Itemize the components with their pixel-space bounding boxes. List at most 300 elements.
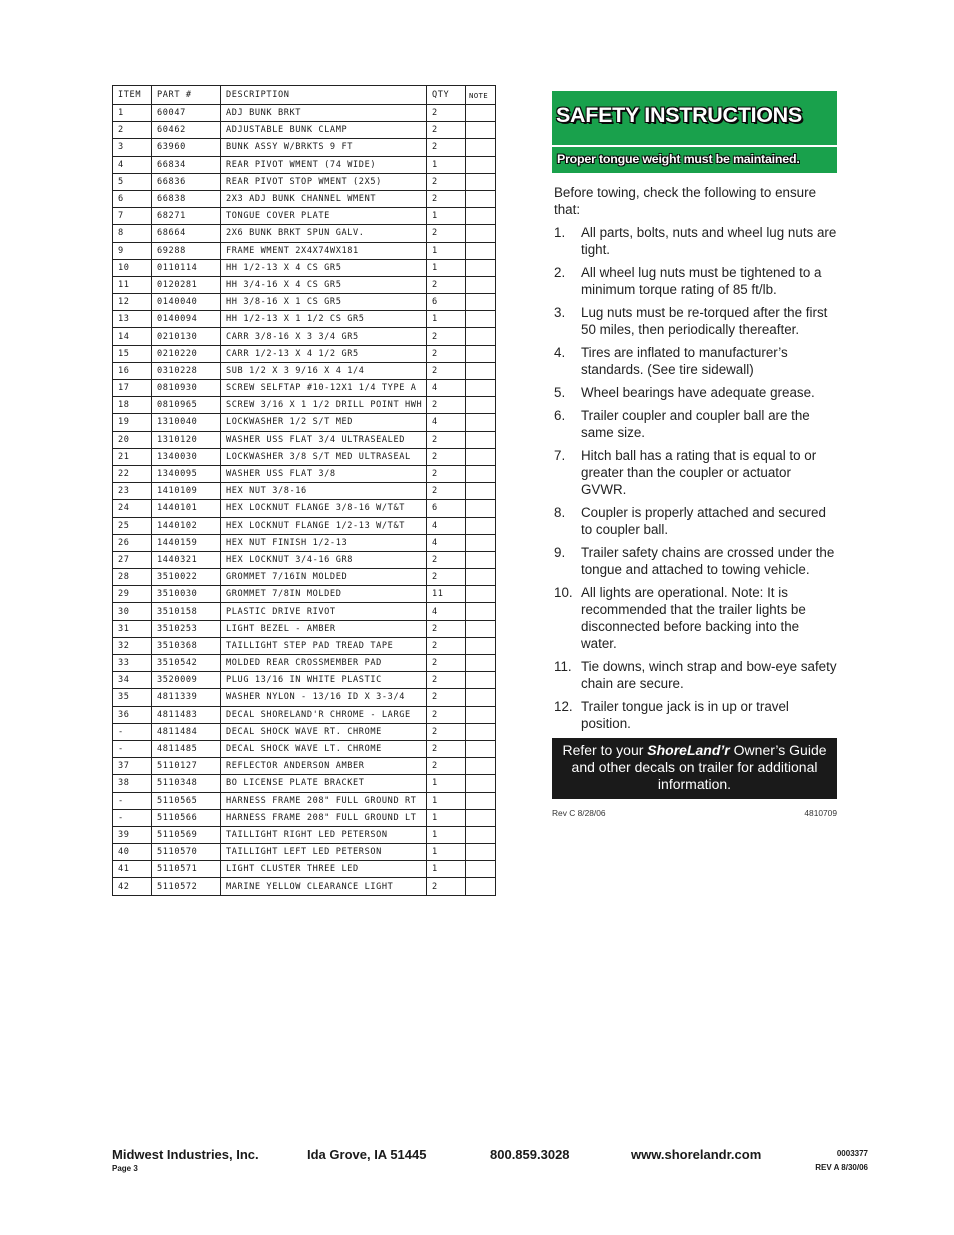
- item-cell: 7: [113, 208, 152, 225]
- list-item-text: Trailer coupler and coupler ball are the same size.: [581, 408, 810, 440]
- part-number-cell: 68271: [152, 208, 221, 225]
- table-row: [113, 156, 496, 173]
- item-cell: 3: [113, 139, 152, 156]
- part-number-cell: 1440159: [152, 534, 221, 551]
- description-cell: HH 1/2-13 X 4 CS GR5: [221, 259, 427, 276]
- note-cell: [466, 792, 496, 809]
- note-cell: [466, 534, 496, 551]
- description-cell: DECAL SHORELAND'R CHROME - LARGE: [221, 706, 427, 723]
- item-cell: 28: [113, 569, 152, 586]
- list-item-text: Hitch ball has a rating that is equal to or greater than the coupler or actuator GVWR.: [581, 448, 817, 497]
- item-cell: 20: [113, 431, 152, 448]
- description-cell: LIGHT BEZEL - AMBER: [221, 620, 427, 637]
- qty-cell: 2: [427, 740, 466, 757]
- note-cell: [466, 294, 496, 311]
- note-cell: [466, 122, 496, 139]
- table-row: [113, 672, 496, 689]
- description-cell: GROMMET 7/8IN MOLDED: [221, 586, 427, 603]
- note-cell: [466, 190, 496, 207]
- qty-cell: 2: [427, 465, 466, 482]
- item-cell: 11: [113, 276, 152, 293]
- part-number-cell: 3510542: [152, 655, 221, 672]
- footer-city: Ida Grove, IA 51445: [307, 1147, 427, 1162]
- qty-cell: 4: [427, 517, 466, 534]
- item-cell: -: [113, 723, 152, 740]
- description-cell: HEX LOCKNUT FLANGE 3/8-16 W/T&T: [221, 500, 427, 517]
- description-cell: HEX LOCKNUT FLANGE 1/2-13 W/T&T: [221, 517, 427, 534]
- description-cell: LOCKWASHER 3/8 S/T MED ULTRASEAL: [221, 448, 427, 465]
- part-number-cell: 60462: [152, 122, 221, 139]
- part-number-cell: 60047: [152, 105, 221, 122]
- table-row: [113, 190, 496, 207]
- item-cell: 30: [113, 603, 152, 620]
- part-number-cell: 1340030: [152, 448, 221, 465]
- description-cell: WASHER NYLON - 13/16 ID X 3-3/4: [221, 689, 427, 706]
- description-cell: WASHER USS FLAT 3/4 ULTRASEALED: [221, 431, 427, 448]
- description-cell: WASHER USS FLAT 3/8: [221, 465, 427, 482]
- qty-cell: 1: [427, 826, 466, 843]
- table-row: [113, 706, 496, 723]
- table-row: [113, 105, 496, 122]
- part-number-cell: 0810930: [152, 380, 221, 397]
- qty-cell: 2: [427, 758, 466, 775]
- list-item-number: 3.: [554, 305, 566, 320]
- list-item-number: 2.: [554, 265, 566, 280]
- table-row: [113, 775, 496, 792]
- table-row: [113, 534, 496, 551]
- description-cell: LOCKWASHER 1/2 S/T MED: [221, 414, 427, 431]
- footer-phone: 800.859.3028: [490, 1147, 570, 1162]
- safety-checklist: [552, 224, 837, 732]
- table-row: [113, 878, 496, 895]
- qty-cell: 2: [427, 878, 466, 895]
- part-number-cell: 4811484: [152, 723, 221, 740]
- table-row: [113, 689, 496, 706]
- description-cell: TONGUE COVER PLATE: [221, 208, 427, 225]
- part-number-cell: 5110566: [152, 809, 221, 826]
- table-row: [113, 483, 496, 500]
- table-row: [113, 826, 496, 843]
- list-item: [552, 698, 837, 732]
- revision-row: [552, 808, 837, 820]
- note-cell: [466, 208, 496, 225]
- qty-cell: 1: [427, 844, 466, 861]
- part-number-cell: 3510368: [152, 637, 221, 654]
- description-cell: PLASTIC DRIVE RIVOT: [221, 603, 427, 620]
- col-header-note: NOTE: [466, 86, 496, 105]
- list-item-number: 11.: [554, 659, 572, 674]
- note-cell: [466, 740, 496, 757]
- qty-cell: 2: [427, 569, 466, 586]
- item-cell: 9: [113, 242, 152, 259]
- list-item-text: Lug nuts must be re-torqued after the first 50 miles, then periodically thereafter.: [581, 305, 828, 337]
- part-number-cell: 5110127: [152, 758, 221, 775]
- qty-cell: 1: [427, 311, 466, 328]
- list-item-text: Tie downs, winch strap and bow-eye safety chain are secure.: [581, 659, 837, 691]
- list-item-number: 6.: [554, 408, 566, 423]
- item-cell: 23: [113, 483, 152, 500]
- part-number-cell: 1440101: [152, 500, 221, 517]
- note-cell: [466, 500, 496, 517]
- parts-table-header: [113, 86, 496, 105]
- item-cell: 36: [113, 706, 152, 723]
- list-item-number: 7.: [554, 448, 566, 463]
- qty-cell: 2: [427, 139, 466, 156]
- part-number-cell: 5110348: [152, 775, 221, 792]
- list-item-number: 9.: [554, 545, 566, 560]
- table-row: [113, 139, 496, 156]
- part-number-cell: 1310040: [152, 414, 221, 431]
- list-item: [552, 407, 837, 441]
- item-cell: 19: [113, 414, 152, 431]
- description-cell: TAILLIGHT STEP PAD TREAD TAPE: [221, 637, 427, 654]
- list-item-number: 10.: [554, 585, 573, 600]
- part-number-cell: 66838: [152, 190, 221, 207]
- list-item-number: 5.: [554, 385, 566, 400]
- note-cell: [466, 655, 496, 672]
- qty-cell: 1: [427, 259, 466, 276]
- refer-brand: ShoreLand’r: [647, 742, 730, 758]
- note-cell: [466, 414, 496, 431]
- item-cell: 31: [113, 620, 152, 637]
- description-cell: DECAL SHOCK WAVE RT. CHROME: [221, 723, 427, 740]
- description-cell: HEX NUT 3/8-16: [221, 483, 427, 500]
- description-cell: HH 3/4-16 X 4 CS GR5: [221, 276, 427, 293]
- table-row: [113, 740, 496, 757]
- part-number-cell: 1440321: [152, 551, 221, 568]
- note-cell: [466, 362, 496, 379]
- list-item: [552, 304, 837, 338]
- qty-cell: 1: [427, 156, 466, 173]
- list-item-text: Tires are inflated to manufacturer’s standards. (See tire sidewall): [581, 345, 788, 377]
- description-cell: SUB 1/2 X 3 9/16 X 4 1/4: [221, 362, 427, 379]
- qty-cell: 11: [427, 586, 466, 603]
- note-cell: [466, 276, 496, 293]
- list-item: [552, 224, 837, 258]
- table-row: [113, 380, 496, 397]
- description-cell: CARR 1/2-13 X 4 1/2 GR5: [221, 345, 427, 362]
- description-cell: SCREW 3/16 X 1 1/2 DRILL POINT HWH: [221, 397, 427, 414]
- list-item: [552, 584, 837, 652]
- description-cell: MARINE YELLOW CLEARANCE LIGHT: [221, 878, 427, 895]
- refer-box: [552, 738, 837, 799]
- table-row: [113, 620, 496, 637]
- table-row: [113, 259, 496, 276]
- part-number-cell: 3510158: [152, 603, 221, 620]
- description-cell: HH 3/8-16 X 1 CS GR5: [221, 294, 427, 311]
- description-cell: SCREW SELFTAP #10-12X1 1/4 TYPE A: [221, 380, 427, 397]
- safety-header: [552, 91, 837, 145]
- table-row: [113, 122, 496, 139]
- part-number-cell: 5110569: [152, 826, 221, 843]
- table-row: [113, 448, 496, 465]
- item-cell: 32: [113, 637, 152, 654]
- note-cell: [466, 517, 496, 534]
- note-cell: [466, 826, 496, 843]
- list-item: [552, 384, 837, 401]
- qty-cell: 2: [427, 105, 466, 122]
- table-row: [113, 758, 496, 775]
- table-row: [113, 637, 496, 654]
- col-header-item: ITEM: [113, 86, 152, 105]
- note-cell: [466, 397, 496, 414]
- safety-doc-number: 4810709: [804, 808, 837, 818]
- part-number-cell: 1410109: [152, 483, 221, 500]
- part-number-cell: 1440102: [152, 517, 221, 534]
- footer-revision: REV A 8/30/06: [815, 1163, 868, 1172]
- item-cell: 29: [113, 586, 152, 603]
- table-row: [113, 517, 496, 534]
- table-row: [113, 655, 496, 672]
- description-cell: TAILLIGHT LEFT LED PETERSON: [221, 844, 427, 861]
- parts-table: [112, 85, 496, 896]
- item-cell: -: [113, 809, 152, 826]
- item-cell: 2: [113, 122, 152, 139]
- item-cell: 26: [113, 534, 152, 551]
- note-cell: [466, 242, 496, 259]
- description-cell: FRAME WMENT 2X4X74WX181: [221, 242, 427, 259]
- note-cell: [466, 809, 496, 826]
- table-row: [113, 792, 496, 809]
- item-cell: 33: [113, 655, 152, 672]
- list-item-text: All parts, bolts, nuts and wheel lug nuts are tight.: [581, 225, 837, 257]
- description-cell: BUNK ASSY W/BRKTS 9 FT: [221, 139, 427, 156]
- safety-intro: Before towing, check the following to ensure that:: [554, 185, 817, 217]
- note-cell: [466, 551, 496, 568]
- list-item-number: 12.: [554, 699, 573, 714]
- qty-cell: 2: [427, 345, 466, 362]
- description-cell: HARNESS FRAME 208" FULL GROUND LT: [221, 809, 427, 826]
- table-row: [113, 465, 496, 482]
- part-number-cell: 69288: [152, 242, 221, 259]
- list-item: [552, 344, 837, 378]
- part-number-cell: 5110572: [152, 878, 221, 895]
- qty-cell: 1: [427, 809, 466, 826]
- part-number-cell: 4811485: [152, 740, 221, 757]
- item-cell: 16: [113, 362, 152, 379]
- qty-cell: 1: [427, 775, 466, 792]
- note-cell: [466, 225, 496, 242]
- part-number-cell: 4811483: [152, 706, 221, 723]
- list-item: [552, 264, 837, 298]
- note-cell: [466, 689, 496, 706]
- item-cell: 1: [113, 105, 152, 122]
- note-cell: [466, 448, 496, 465]
- table-row: [113, 414, 496, 431]
- description-cell: ADJ BUNK BRKT: [221, 105, 427, 122]
- list-item-text: All lights are operational. Note: It is recommended that the trailer lights be disconnected before backing into the water.: [581, 585, 806, 651]
- note-cell: [466, 861, 496, 878]
- qty-cell: 2: [427, 190, 466, 207]
- safety-subtitle: Proper tongue weight must be maintained.: [557, 152, 800, 166]
- qty-cell: 2: [427, 328, 466, 345]
- list-item-text: Trailer tongue jack is in up or travel position.: [581, 699, 789, 731]
- qty-cell: 2: [427, 448, 466, 465]
- qty-cell: 6: [427, 294, 466, 311]
- part-number-cell: 1340095: [152, 465, 221, 482]
- table-row: [113, 586, 496, 603]
- qty-cell: 2: [427, 397, 466, 414]
- qty-cell: 2: [427, 362, 466, 379]
- part-number-cell: 1310120: [152, 431, 221, 448]
- footer-company: Midwest Industries, Inc.: [112, 1147, 259, 1162]
- note-cell: [466, 758, 496, 775]
- list-item-text: All wheel lug nuts must be tightened to a minimum torque rating of 85 ft/lb.: [581, 265, 822, 297]
- part-number-cell: 66836: [152, 173, 221, 190]
- qty-cell: 1: [427, 792, 466, 809]
- qty-cell: 2: [427, 655, 466, 672]
- safety-title: SAFETY INSTRUCTIONS: [556, 103, 802, 127]
- item-cell: 24: [113, 500, 152, 517]
- part-number-cell: 0310228: [152, 362, 221, 379]
- item-cell: 42: [113, 878, 152, 895]
- qty-cell: 1: [427, 861, 466, 878]
- qty-cell: 2: [427, 723, 466, 740]
- qty-cell: 2: [427, 672, 466, 689]
- part-number-cell: 0120281: [152, 276, 221, 293]
- table-row: [113, 861, 496, 878]
- qty-cell: 2: [427, 689, 466, 706]
- note-cell: [466, 637, 496, 654]
- item-cell: 4: [113, 156, 152, 173]
- list-item: [552, 544, 837, 578]
- qty-cell: 4: [427, 380, 466, 397]
- item-cell: 21: [113, 448, 152, 465]
- col-header-qty: QTY: [427, 86, 466, 105]
- table-row: [113, 225, 496, 242]
- part-number-cell: 0110114: [152, 259, 221, 276]
- part-number-cell: 3510022: [152, 569, 221, 586]
- description-cell: HEX LOCKNUT 3/4-16 GR8: [221, 551, 427, 568]
- part-number-cell: 3510030: [152, 586, 221, 603]
- item-cell: 5: [113, 173, 152, 190]
- note-cell: [466, 775, 496, 792]
- list-item-number: 4.: [554, 345, 566, 360]
- qty-cell: 4: [427, 414, 466, 431]
- note-cell: [466, 431, 496, 448]
- item-cell: 14: [113, 328, 152, 345]
- item-cell: 22: [113, 465, 152, 482]
- part-number-cell: 5110570: [152, 844, 221, 861]
- list-item-text: Coupler is properly attached and secured to coupler ball.: [581, 505, 826, 537]
- note-cell: [466, 844, 496, 861]
- note-cell: [466, 345, 496, 362]
- qty-cell: 2: [427, 706, 466, 723]
- qty-cell: 2: [427, 173, 466, 190]
- qty-cell: 2: [427, 551, 466, 568]
- description-cell: ADJUSTABLE BUNK CLAMP: [221, 122, 427, 139]
- description-cell: HEX NUT FINISH 1/2-13: [221, 534, 427, 551]
- safety-revision: Rev C 8/28/06: [552, 808, 606, 818]
- qty-cell: 6: [427, 500, 466, 517]
- part-number-cell: 0210130: [152, 328, 221, 345]
- table-row: [113, 345, 496, 362]
- table-row: [113, 809, 496, 826]
- item-cell: -: [113, 792, 152, 809]
- item-cell: 18: [113, 397, 152, 414]
- part-number-cell: 4811339: [152, 689, 221, 706]
- item-cell: -: [113, 740, 152, 757]
- description-cell: MOLDED REAR CROSSMEMBER PAD: [221, 655, 427, 672]
- refer-suffix: Owner’s Guide and other decals on trailer for additional information.: [571, 742, 827, 792]
- part-number-cell: 0210220: [152, 345, 221, 362]
- item-cell: 40: [113, 844, 152, 861]
- description-cell: 2X3 ADJ BUNK CHANNEL WMENT: [221, 190, 427, 207]
- safety-panel: [552, 91, 837, 820]
- note-cell: [466, 173, 496, 190]
- description-cell: HARNESS FRAME 208" FULL GROUND RT: [221, 792, 427, 809]
- col-header-description: DESCRIPTION: [221, 86, 427, 105]
- table-row: [113, 276, 496, 293]
- list-item-number: 8.: [554, 505, 566, 520]
- note-cell: [466, 380, 496, 397]
- table-row: [113, 431, 496, 448]
- table-row: [113, 311, 496, 328]
- table-row: [113, 208, 496, 225]
- note-cell: [466, 156, 496, 173]
- description-cell: PLUG 13/16 IN WHITE PLASTIC: [221, 672, 427, 689]
- part-number-cell: 68664: [152, 225, 221, 242]
- part-number-cell: 3510253: [152, 620, 221, 637]
- description-cell: TAILLIGHT RIGHT LED PETERSON: [221, 826, 427, 843]
- table-row: [113, 294, 496, 311]
- table-row: [113, 397, 496, 414]
- part-number-cell: 0810965: [152, 397, 221, 414]
- part-number-cell: 63960: [152, 139, 221, 156]
- qty-cell: 1: [427, 208, 466, 225]
- description-cell: HH 1/2-13 X 1 1/2 CS GR5: [221, 311, 427, 328]
- description-cell: DECAL SHOCK WAVE LT. CHROME: [221, 740, 427, 757]
- part-number-cell: 0140094: [152, 311, 221, 328]
- parts-table-body: [113, 105, 496, 896]
- list-item: [552, 658, 837, 692]
- table-row: [113, 569, 496, 586]
- safety-subtitle-bar: [552, 145, 837, 173]
- note-cell: [466, 706, 496, 723]
- footer-website[interactable]: www.shorelandr.com: [631, 1147, 762, 1162]
- note-cell: [466, 465, 496, 482]
- qty-cell: 2: [427, 637, 466, 654]
- note-cell: [466, 672, 496, 689]
- item-cell: 10: [113, 259, 152, 276]
- table-row: [113, 551, 496, 568]
- note-cell: [466, 723, 496, 740]
- description-cell: CARR 3/8-16 X 3 3/4 GR5: [221, 328, 427, 345]
- item-cell: 12: [113, 294, 152, 311]
- list-item: [552, 504, 837, 538]
- item-cell: 13: [113, 311, 152, 328]
- item-cell: 27: [113, 551, 152, 568]
- qty-cell: 2: [427, 431, 466, 448]
- description-cell: REAR PIVOT STOP WMENT (2X5): [221, 173, 427, 190]
- part-number-cell: 5110571: [152, 861, 221, 878]
- item-cell: 38: [113, 775, 152, 792]
- note-cell: [466, 311, 496, 328]
- qty-cell: 2: [427, 122, 466, 139]
- item-cell: 25: [113, 517, 152, 534]
- note-cell: [466, 483, 496, 500]
- footer-doc-number: 0003377: [836, 1149, 868, 1158]
- part-number-cell: 5110565: [152, 792, 221, 809]
- description-cell: LIGHT CLUSTER THREE LED: [221, 861, 427, 878]
- description-cell: REFLECTOR ANDERSON AMBER: [221, 758, 427, 775]
- note-cell: [466, 569, 496, 586]
- description-cell: GROMMET 7/16IN MOLDED: [221, 569, 427, 586]
- item-cell: 8: [113, 225, 152, 242]
- qty-cell: 2: [427, 225, 466, 242]
- description-cell: BO LICENSE PLATE BRACKET: [221, 775, 427, 792]
- table-row: [113, 603, 496, 620]
